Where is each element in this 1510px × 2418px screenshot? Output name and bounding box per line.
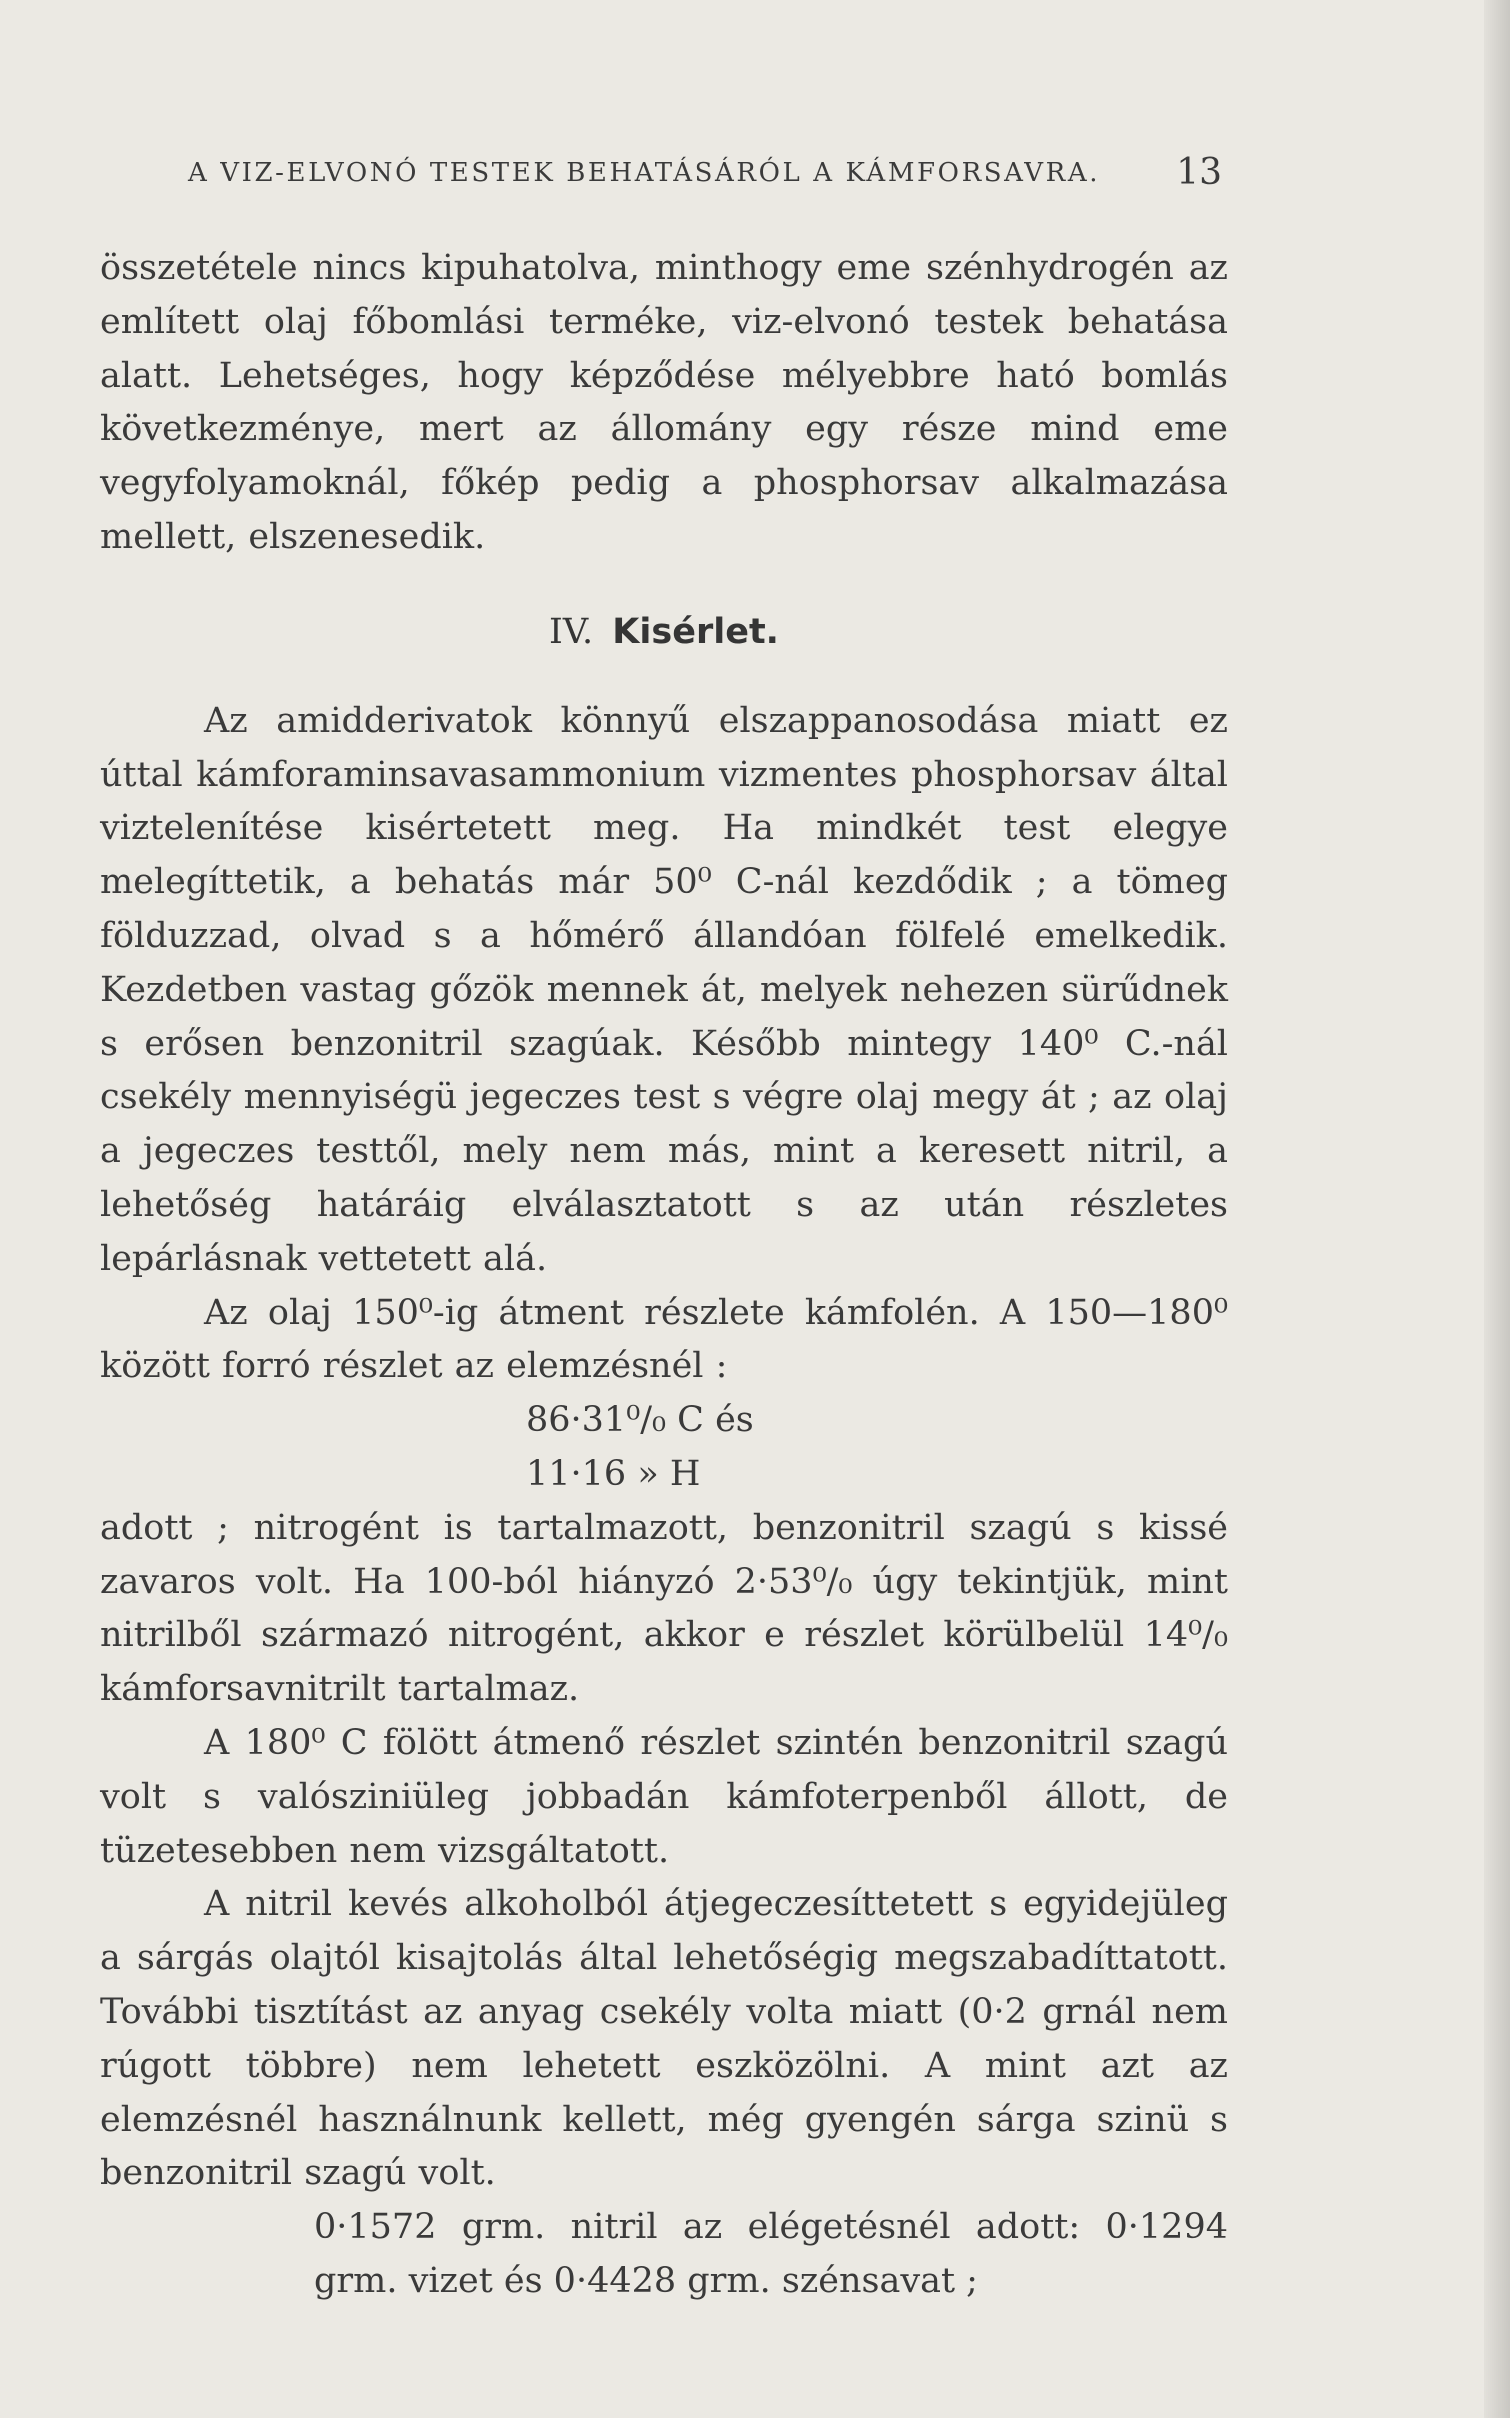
paragraph-3: Az olaj 150⁰-ig átment részlete kámfolén. A 150—180⁰ között forró részlet az elemzésnél :: [100, 1292, 1228, 1387]
paragraph-2: Az amidderivatok könnyű elszappanosodása miatt ez úttal kámforaminsavasammonium vizmentes phosphorsav által viztelenítése kisértetett meg. Ha mindkét test elegye melegíttetik, a behatás már 50⁰ C-nál kezdődik ; a tömeg földuzzad, olvad s a hőmérő állandóan fölfelé emelkedik. Kezdetben vastag gőzök mennek át, melyek nehezen sürűdnek s erősen benzonitril szagúak. Később mintegy 140⁰ C.-nál csekély mennyiségü jegeczes test s végre olaj megy át ; az olaj a jegeczes testtől, mely nem más, mint a keresett nitril, a lehetőség határáig elválasztatott s az után részletes lepárlásnak vettetett alá.: [100, 700, 1228, 1279]
running-header: [100, 148, 1228, 198]
paragraph-5: A 180⁰ C fölött átmenő részlet szintén benzonitril szagú volt s valósziniüleg jobbadán kámfoterpenből állott, de tüzetesebben nem vizsgáltatott.: [100, 1722, 1228, 1871]
formula-line-carbon: 86·31⁰/₀ C és: [526, 1400, 754, 1441]
measurement-line-1: 0·1572 grm. nitril az elégetésnél adott: 0·1294: [314, 2207, 1228, 2248]
page-edge-shadow: [1484, 0, 1510, 2418]
section-number: IV.: [549, 611, 594, 652]
page-number: 13: [1176, 152, 1222, 193]
running-title: A VIZ-ELVONÓ TESTEK BEHATÁSÁRÓL A KÁMFORSAVRA.: [188, 158, 1101, 188]
page-content: [100, 148, 1228, 2309]
measurement-line-2: grm. vizet és 0·4428 grm. szénsavat ;: [314, 2260, 978, 2301]
paragraph-1: összetétele nincs kipuhatolva, minthogy eme szénhydrogén az említett olaj főbomlási terméke, viz-elvonó testek behatása alatt. Lehetséges, hogy képződése mélyebbre ható bomlás következménye, mert az állomány egy része mind eme vegyfolyamoknál, főkép pedig a phosphorsav alkalmazása mellett, elszenesedik.: [100, 248, 1228, 557]
section-heading: [100, 605, 1228, 659]
formula-line-hydrogen: 11·16 » H: [526, 1453, 701, 1494]
section-label: Kisérlet.: [612, 611, 779, 652]
paragraph-6: A nitril kevés alkoholból átjegeczesíttetett s egyidejüleg a sárgás olajtól kisajtolás által lehetőségig megszabadíttatott. További tisztítást az anyag csekély volta miatt (0·2 grnál nem rúgott többre) nem lehetett eszközölni. A mint azt az elemzésnél használnunk kellett, még gyengén sárga szinü s benzonitril szagú volt.: [100, 1884, 1228, 2194]
paragraph-4: adott ; nitrogént is tartalmazott, benzonitril szagú s kissé zavaros volt. Ha 100-ból hiányzó 2·53⁰/₀ úgy tekintjük, mint nitrilből származó nitrogént, akkor e részlet körülbelül 14⁰/₀ kámforsavnitrilt tartalmaz.: [100, 1507, 1228, 1710]
